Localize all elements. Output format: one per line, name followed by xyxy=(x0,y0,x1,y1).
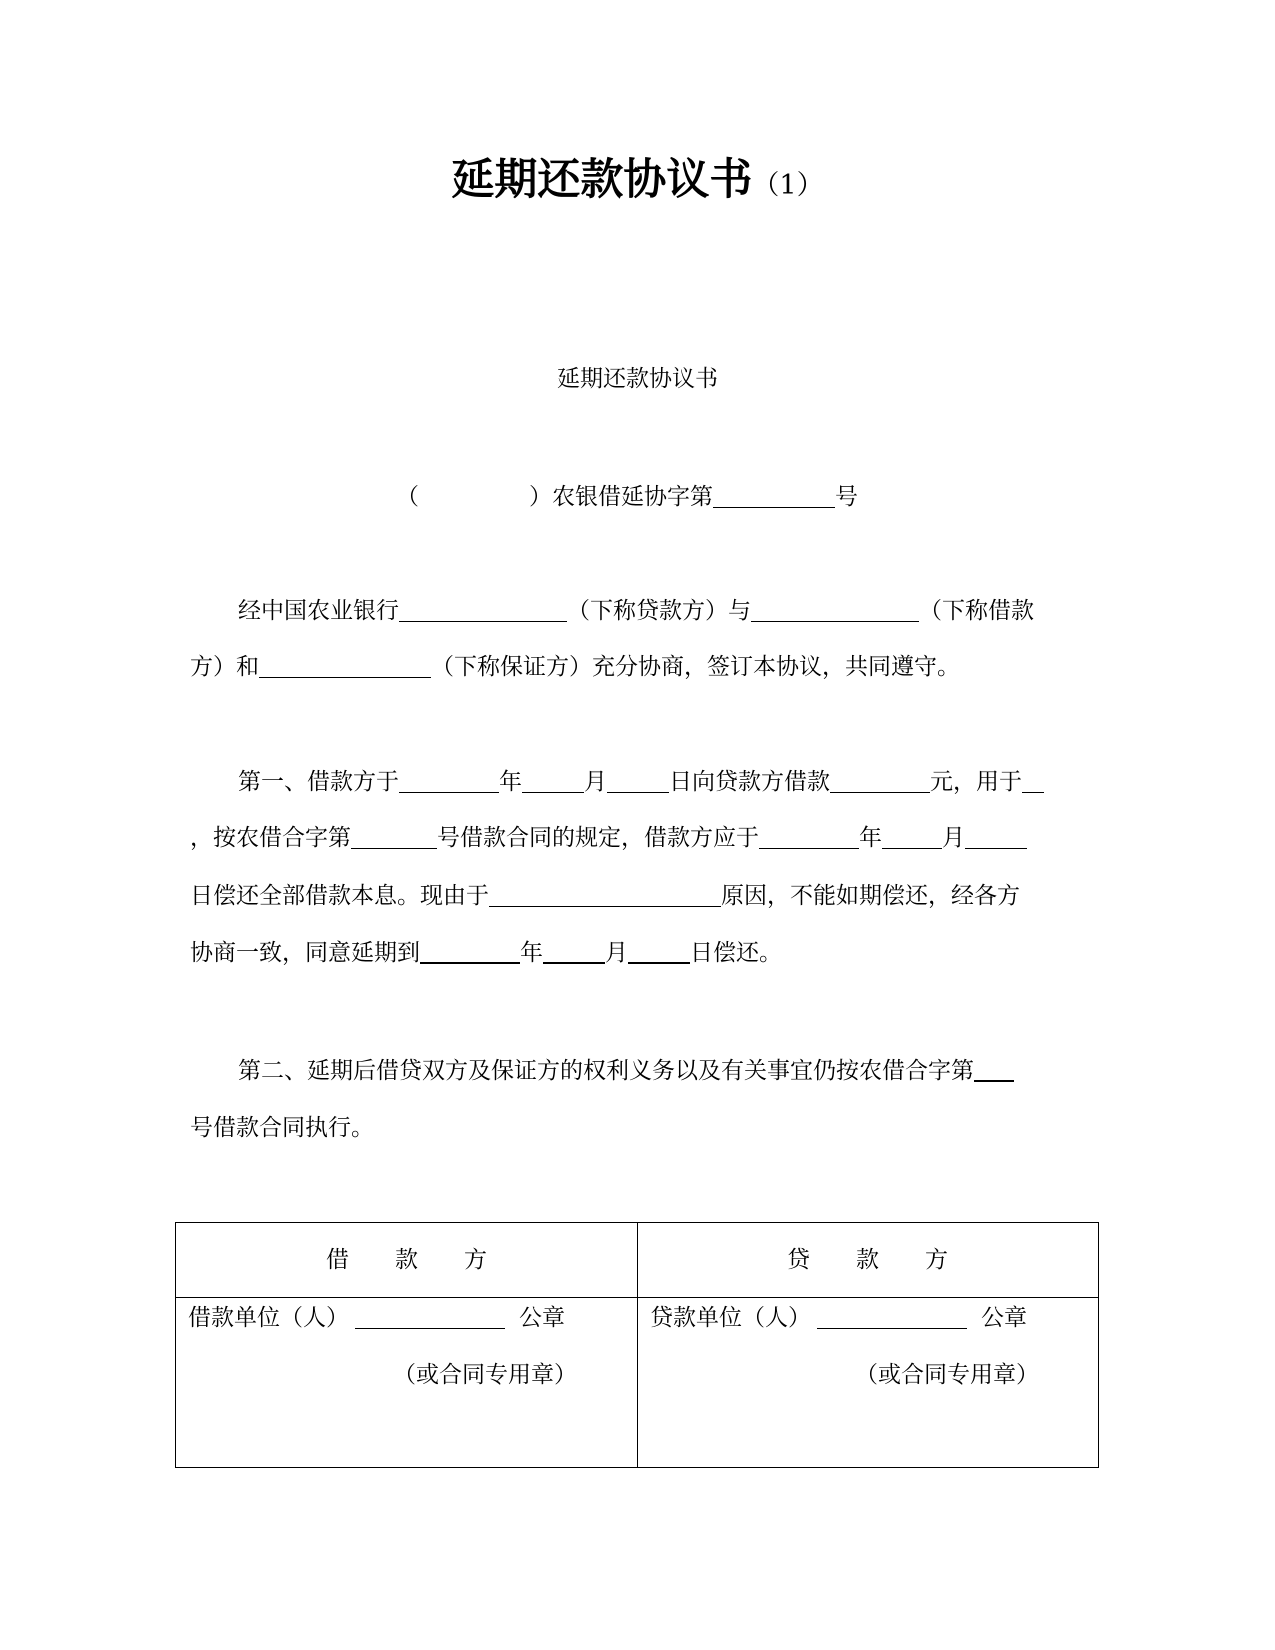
bank-branch-blank[interactable] xyxy=(399,597,567,622)
due-year-blank[interactable] xyxy=(759,824,859,849)
para2-text: ，按农借合字第 xyxy=(190,825,351,851)
extended-day-blank[interactable] xyxy=(628,938,690,964)
contract-number-blank[interactable] xyxy=(351,824,437,849)
para2-text: 年 xyxy=(859,825,882,851)
ref-end: 号 xyxy=(835,484,858,510)
para3-text: 号借款合同执行。 xyxy=(190,1115,374,1141)
due-month-blank[interactable] xyxy=(882,824,942,849)
borrower-seal-label: 公章 xyxy=(519,1305,565,1331)
borrower-unit-blank[interactable] xyxy=(355,1304,505,1329)
para1-line2 xyxy=(190,652,960,682)
borrower-header: 借款方 xyxy=(326,1247,533,1273)
para2-text: 年 xyxy=(520,940,543,966)
delay-reason-blank[interactable] xyxy=(489,882,721,907)
para1-text: （下称保证方）充分协商，签订本协议，共同遵守。 xyxy=(431,654,960,680)
para2-text: 日向贷款方借款 xyxy=(669,769,830,795)
lender-unit-label: 贷款单位（人） xyxy=(650,1305,811,1331)
original-contract-number-blank[interactable] xyxy=(974,1056,1014,1082)
lender-unit-line xyxy=(650,1303,1027,1333)
lender-unit-blank[interactable] xyxy=(817,1304,967,1329)
para2-text: 第一、借款方于 xyxy=(238,769,399,795)
para2-text: 月 xyxy=(584,769,607,795)
para1-line1 xyxy=(238,596,1034,626)
title-suffix: （1） xyxy=(752,170,824,201)
due-day-blank[interactable] xyxy=(965,824,1027,849)
ref-open-paren: （ xyxy=(396,484,419,510)
loan-amount-blank[interactable] xyxy=(830,768,930,793)
signature-table xyxy=(175,1222,1099,1468)
extended-year-blank[interactable] xyxy=(420,938,520,964)
para2-text: 年 xyxy=(499,769,522,795)
para3-line2 xyxy=(190,1113,374,1143)
para1-text: 经中国农业银行 xyxy=(238,598,399,624)
para2-text: 月 xyxy=(942,825,965,851)
page-title xyxy=(0,150,1275,219)
para2-text: 号借款合同的规定，借款方应于 xyxy=(437,825,759,851)
para2-text: 原因，不能如期偿还，经各方 xyxy=(721,883,1020,909)
guarantor-name-blank[interactable] xyxy=(259,653,431,678)
para3-text: 第二、延期后借贷双方及保证方的权利义务以及有关事宜仍按农借合字第 xyxy=(238,1058,974,1084)
loan-month-blank[interactable] xyxy=(522,768,584,793)
borrower-unit-label: 借款单位（人） xyxy=(188,1305,349,1331)
ref-number-blank[interactable] xyxy=(713,483,835,508)
lender-header: 贷款方 xyxy=(787,1247,994,1273)
para2-text: 日偿还。 xyxy=(690,940,782,966)
para2-text: 协商一致，同意延期到 xyxy=(190,940,420,966)
para2-text: 元，用于 xyxy=(930,769,1022,795)
para1-text: 方）和 xyxy=(190,654,259,680)
para2-line1 xyxy=(238,767,1044,797)
para1-text: （下称借款 xyxy=(919,598,1034,624)
para2-line4 xyxy=(190,938,782,968)
lender-seal-label: 公章 xyxy=(981,1305,1027,1331)
ref-label: ）农银借延协字第 xyxy=(529,484,713,510)
reference-number-line xyxy=(396,482,858,512)
para1-text: （下称贷款方）与 xyxy=(567,598,751,624)
borrower-name-blank[interactable] xyxy=(751,597,919,622)
para2-line3 xyxy=(190,881,1020,911)
para2-text: 日偿还全部借款本息。现由于 xyxy=(190,883,489,909)
loan-purpose-blank[interactable] xyxy=(1022,768,1044,793)
lender-seal-note: （或合同专用章） xyxy=(855,1362,1039,1388)
para3-line1 xyxy=(238,1056,1014,1086)
borrower-unit-line xyxy=(188,1303,565,1333)
table-horizontal-divider xyxy=(176,1297,1098,1298)
document-subtitle: 延期还款协议书 xyxy=(557,366,718,392)
loan-day-blank[interactable] xyxy=(607,768,669,793)
para2-line2 xyxy=(190,823,1027,853)
extended-month-blank[interactable] xyxy=(543,938,605,964)
title-main: 延期还款协议书 xyxy=(451,155,753,205)
borrower-seal-note: （或合同专用章） xyxy=(393,1362,577,1388)
para2-text: 月 xyxy=(605,940,628,966)
loan-year-blank[interactable] xyxy=(399,768,499,793)
